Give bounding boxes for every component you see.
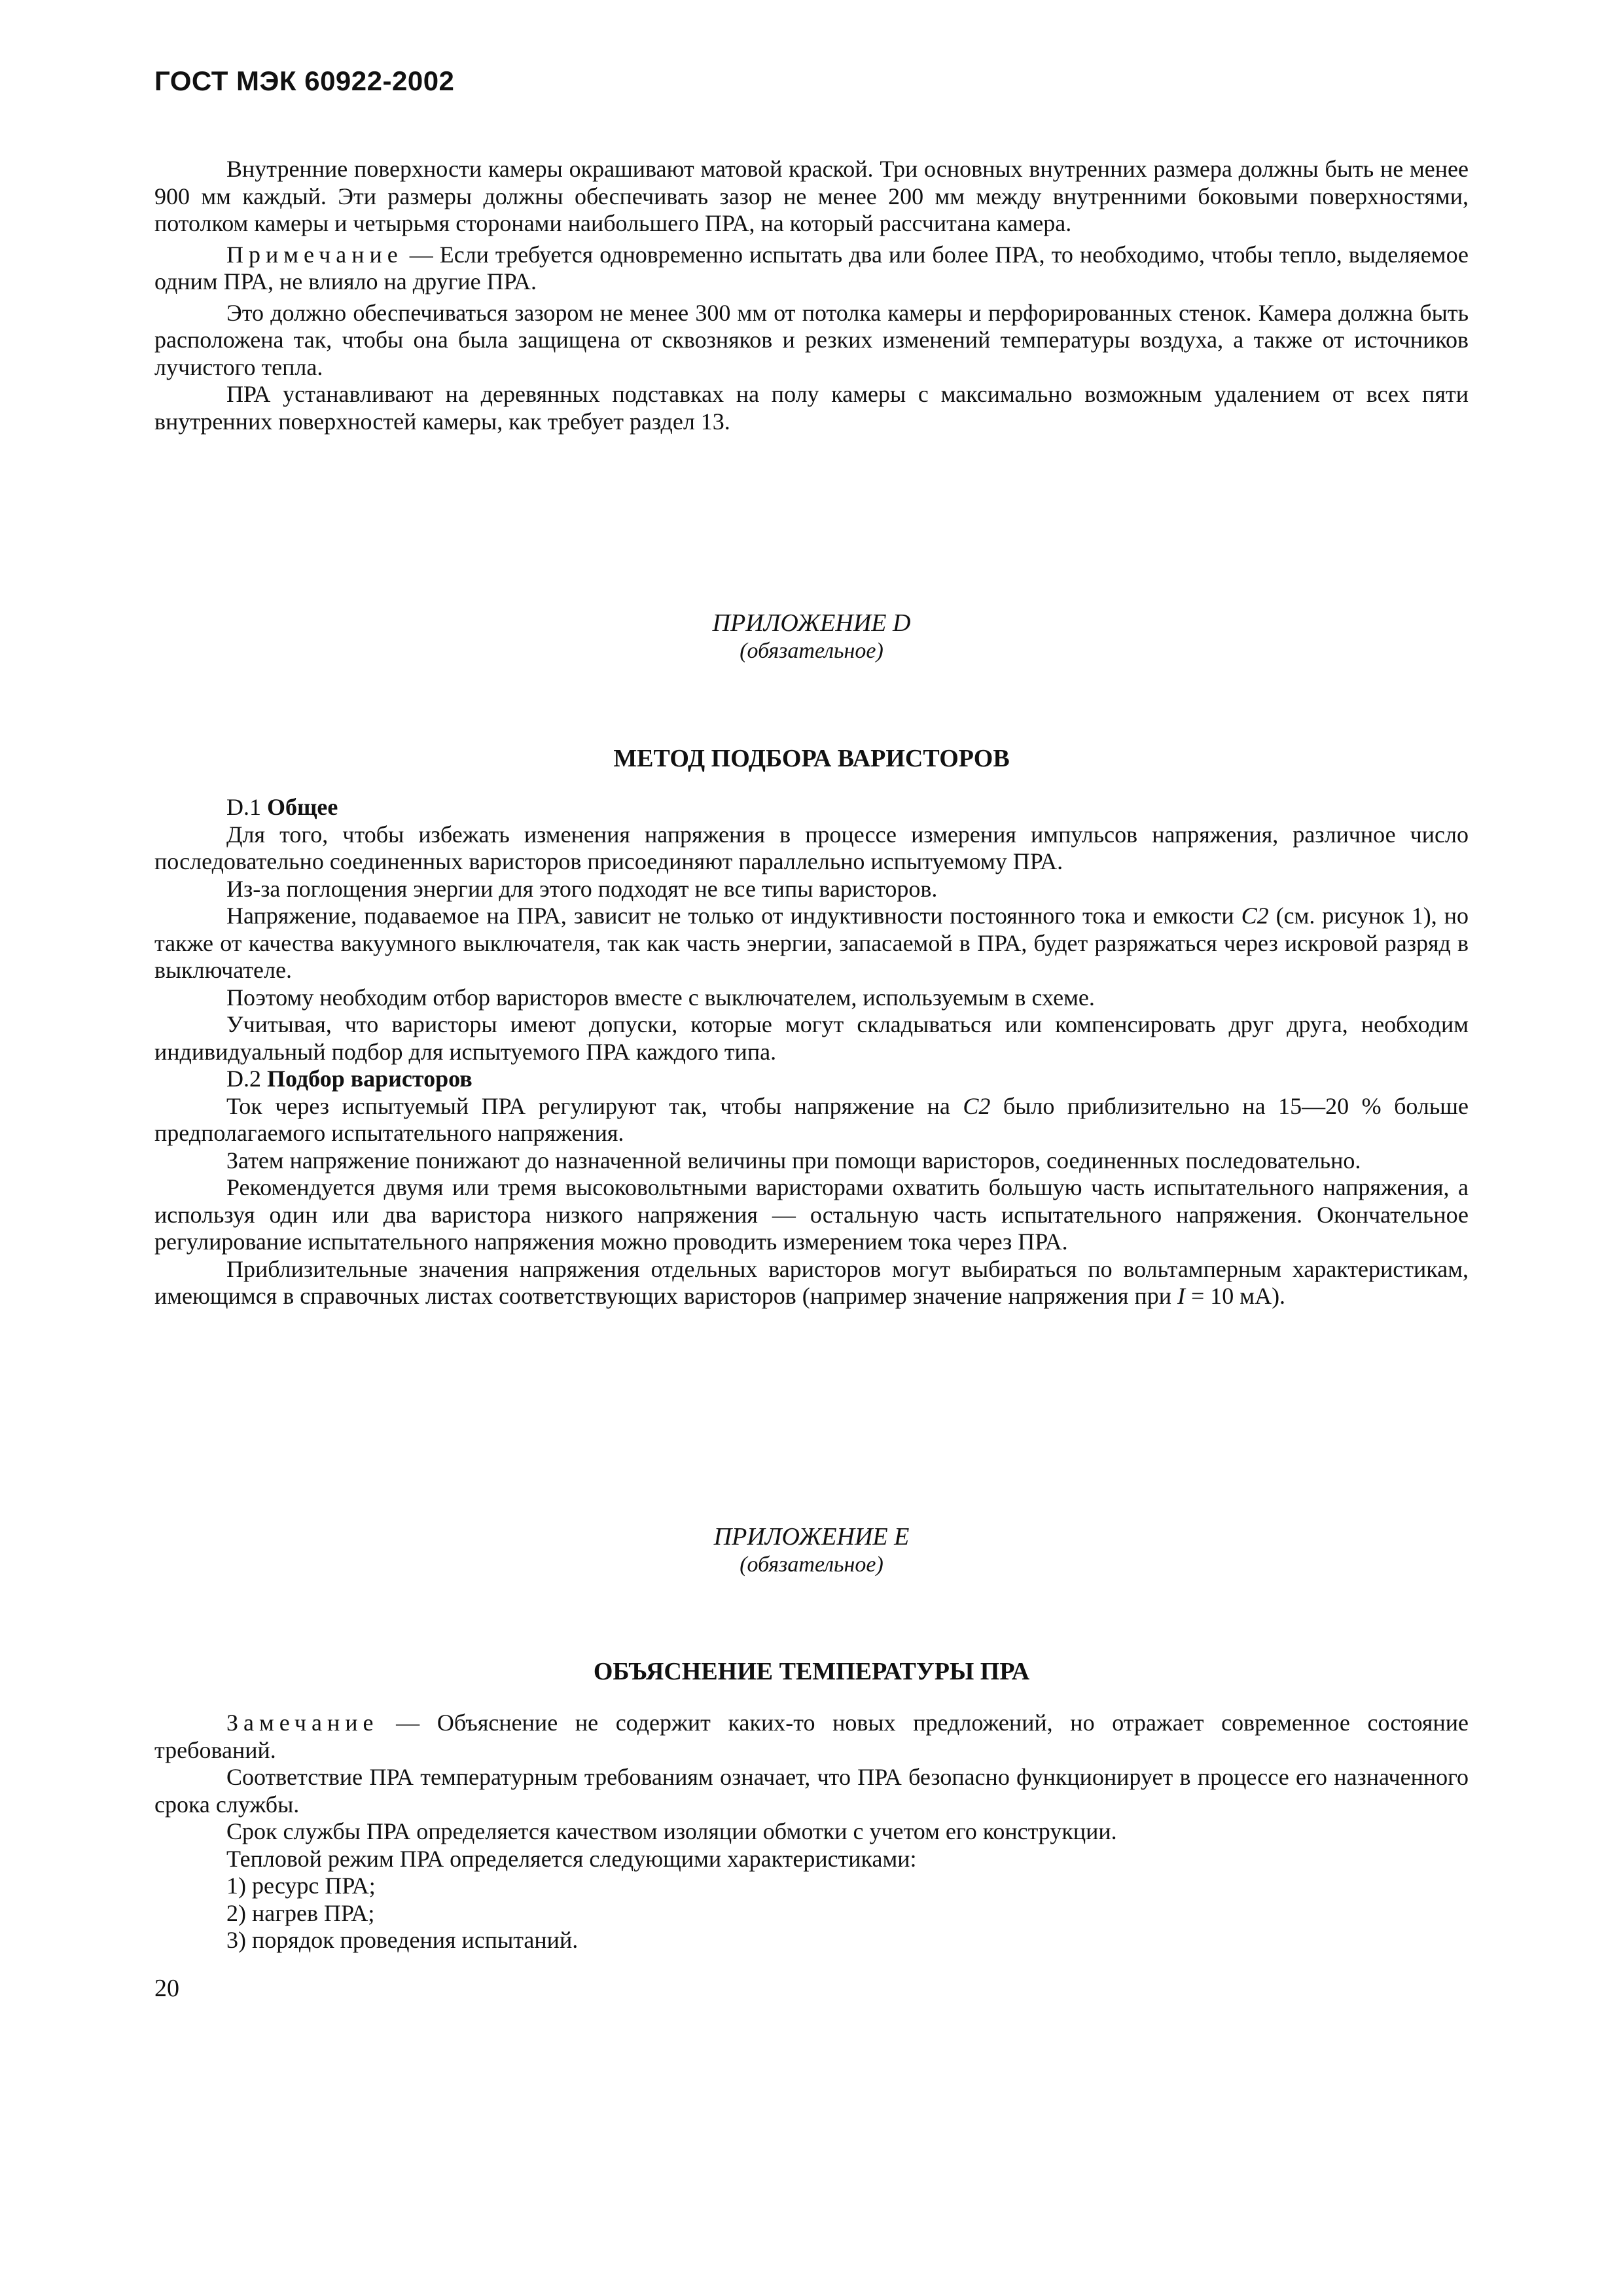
paragraph <box>154 903 1469 984</box>
appendix-d-heading <box>0 609 1623 665</box>
list-item: 1) ресурс ПРА; <box>226 1873 376 1899</box>
subsection-number: D.2 <box>226 1066 261 1092</box>
note-text: — Если требуется одновременно испытать два или более ПРА, то необходимо, чтобы тепло, выделяемое одним ПРА, не влияло на другие ПРА. <box>154 241 1469 295</box>
text-run: Приблизительные значения напряжения отдельных варисторов могут выбираться по вольтамперным характеристикам, имеющимся в справочных листах соответствующих варисторов (например значение напряжения при <box>154 1255 1469 1309</box>
page-number: 20 <box>154 1975 179 2002</box>
subsection-title: Общее <box>267 794 338 820</box>
remark-paragraph <box>154 1710 1469 1764</box>
appendix-d-body <box>154 794 1469 1310</box>
appendix-label: ПРИЛОЖЕНИЕ E <box>713 1523 910 1551</box>
paragraph <box>154 1093 1469 1147</box>
text-run: Напряжение, подаваемое на ПРА, зависит не только от индуктивности постоянного тока и емкости <box>226 903 1241 929</box>
paragraph: Соответствие ПРА температурным требованиям означает, что ПРА безопасно функционирует в процессе его назначенного срока службы. <box>154 1764 1469 1818</box>
paragraph: Срок службы ПРА определяется качеством изоляции обмотки с учетом его конструкции. <box>226 1818 1117 1844</box>
note-paragraph <box>154 242 1469 296</box>
list-item: 3) порядок проведения испытаний. <box>226 1927 579 1953</box>
subsection-heading <box>154 1066 1469 1093</box>
appendix-label: ПРИЛОЖЕНИЕ D <box>712 609 911 637</box>
appendix-status: (обязательное) <box>740 639 883 663</box>
appendix-e-body <box>154 1710 1469 1954</box>
symbol-current: I <box>1177 1283 1185 1309</box>
paragraph: Поэтому необходим отбор варисторов вместе с выключателем, используемым в схеме. <box>226 984 1095 1011</box>
text-run: (см. рисунок 1), но также от качества вакуумного выключателя, так как часть энергии, запасаемой в ПРА, будет разряжаться через искровой разряд в выключателе. <box>154 903 1469 983</box>
text-run: = 10 мА). <box>1185 1283 1286 1309</box>
symbol-c2: C2 <box>963 1092 991 1119</box>
appendix-e-heading <box>0 1522 1623 1579</box>
intro-section <box>154 156 1469 435</box>
paragraph: ПРА устанавливают на деревянных подставках на полу камеры с максимально возможным удалением от всех пяти внутренних поверхностей камеры, как требует раздел 13. <box>154 381 1469 435</box>
symbol-c2: C2 <box>1241 903 1269 929</box>
paragraph: Внутренние поверхности камеры окрашивают матовой краской. Три основных внутренних размера должны быть не менее 900 мм каждый. Эти размеры должны обеспечивать зазор не менее 200 мм между внутренними боковыми поверхностями, потолком камеры и четырьмя сторонами наибольшего ПРА, на который рассчитана камера. <box>154 156 1469 236</box>
text-run: было приблизительно на 15—20 % больше предполагаемого испытательного напряжения. <box>154 1092 1469 1146</box>
paragraph: Это должно обеспечиваться зазором не менее 300 мм от потолка камеры и перфорированных стенок. Камера должна быть расположена так, чтобы она была защищена от сквозняков и резких изменений температуры воздуха, а также от источников лучистого тепла. <box>154 299 1469 380</box>
section-title: ОБЪЯСНЕНИЕ ТЕМПЕРАТУРЫ ПРА <box>593 1658 1030 1685</box>
paragraph: Затем напряжение понижают до назначенной величины при помощи варисторов, соединенных последовательно. <box>226 1147 1361 1174</box>
paragraph: Для того, чтобы избежать изменения напряжения в процессе измерения импульсов напряжения, различное число последовательно соединенных варисторов присоединяют параллельно испытуемому ПРА. <box>154 821 1469 874</box>
paragraph: Из-за поглощения энергии для этого подходят не все типы варисторов. <box>226 875 938 902</box>
paragraph: Тепловой режим ПРА определяется следующими характеристиками: <box>226 1845 917 1872</box>
remark-text: — Объяснение не содержит каких-то новых предложений, но отражает современное состояние требований. <box>154 1710 1469 1763</box>
subsection-number: D.1 <box>226 794 261 820</box>
paragraph: Рекомендуется двумя или тремя высоковольтными варисторами охватить большую часть испытательного напряжения, а используя один или два варистора низкого напряжения — остальную часть испытательного напряжения. Окончательное регулирование испытательного напряжения можно проводить измерением тока через ПРА. <box>154 1174 1469 1255</box>
remark-label: Замечание <box>226 1710 379 1736</box>
list-item: 2) нагрев ПРА; <box>226 1899 375 1926</box>
note-label: Примечание <box>226 241 403 268</box>
text-run: Ток через испытуемый ПРА регулируют так, чтобы напряжение на <box>226 1092 963 1119</box>
subsection-title: Подбор варисторов <box>267 1066 473 1092</box>
paragraph <box>154 1256 1469 1310</box>
paragraph: Учитывая, что варисторы имеют допуски, которые могут складываться или компенсировать друг друга, необходим индивидуальный подбор для испытуемого ПРА каждого типа. <box>154 1011 1469 1065</box>
document-header: ГОСТ МЭК 60922-2002 <box>154 65 455 96</box>
appendix-status: (обязательное) <box>740 1552 883 1577</box>
section-title: МЕТОД ПОДБОРА ВАРИСТОРОВ <box>613 745 1010 772</box>
subsection-heading <box>154 794 1469 821</box>
